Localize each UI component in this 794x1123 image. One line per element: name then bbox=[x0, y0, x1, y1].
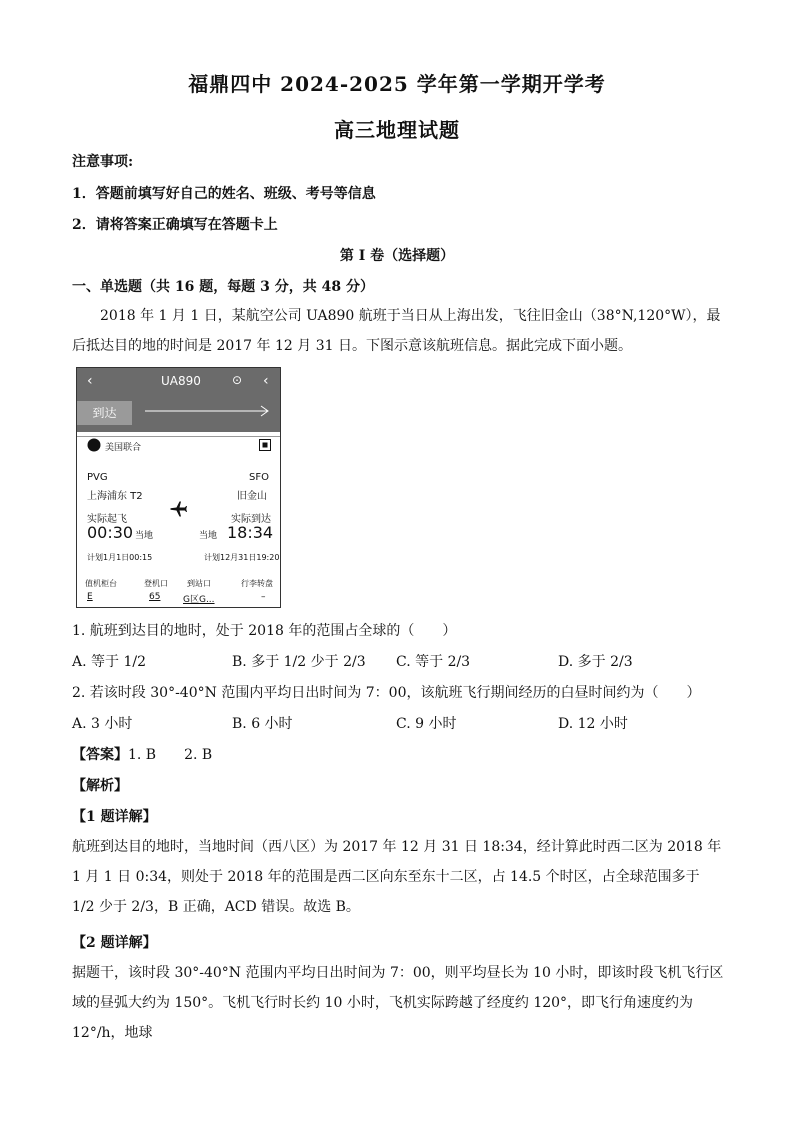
origin-name: 上海浦东 T2 bbox=[87, 491, 143, 502]
question-1: 1. 航班到达目的地时，处于 2018 年的范围占全球的（ ） bbox=[72, 623, 457, 639]
checkin-label: 值机柜台 bbox=[85, 579, 117, 588]
arrival-plan: 计划12月31日19:20 bbox=[204, 553, 280, 562]
destination-code: SFO bbox=[249, 472, 269, 483]
question-stem: 2018 年 1 月 1 日，某航空公司 UA890 航班于当日从上海出发，飞往旧金山（38°N,120°W），最后抵达目的地的时间是 2017 年 12 月 31 日。下图示意该航班信息。据此完成下面小题。 bbox=[72, 308, 721, 354]
airline-name: 美国联合 bbox=[105, 443, 142, 453]
detail-2-text: 据题干，该时段 30°-40°N 范围内平均日出时间为 7：00，则平均昼长为 10 小时，即该时段飞机飞行区域的昼弧大约为 150°。飞机飞行时长约 10 小时，飞机实际跨越了经度约 120°，即飞行角速度约为 12°/h，地球 bbox=[72, 965, 724, 1041]
notice-item-1: 1．答题前填写好自己的姓名、班级、考号等信息 bbox=[72, 186, 376, 202]
flight-info-figure bbox=[76, 367, 281, 608]
exam-title: 福鼎四中 2024-2025 学年第一学期开学考 bbox=[188, 72, 606, 96]
arrival-label: 实际到达 bbox=[231, 514, 271, 525]
origin-code: PVG bbox=[87, 472, 108, 483]
gate-value: 65 bbox=[149, 592, 161, 602]
notice-item-2: 2．请将答案正确填写在答题卡上 bbox=[72, 217, 278, 233]
q1-option-a: A. 等于 1/2 bbox=[72, 654, 146, 670]
notice-heading: 注意事项: bbox=[72, 154, 134, 170]
q1-option-b: B. 多于 1/2 少于 2/3 bbox=[232, 654, 366, 670]
flight-number: UA890 bbox=[161, 374, 201, 388]
detail-2-label: 【2 题详解】 bbox=[72, 935, 157, 951]
close-icon: ‹ bbox=[263, 373, 269, 389]
gate-label: 登机口 bbox=[144, 579, 168, 588]
departure-time: 00:30 bbox=[87, 523, 134, 542]
exit-value: G区G... bbox=[183, 595, 215, 605]
arrival-local: 当地 bbox=[199, 531, 218, 541]
q2-option-d: D. 12 小时 bbox=[558, 716, 628, 732]
route-arrow-icon bbox=[145, 404, 273, 418]
exam-subtitle: 高三地理试题 bbox=[334, 118, 460, 142]
q2-option-a: A. 3 小时 bbox=[72, 716, 133, 732]
detail-1-label: 【1 题详解】 bbox=[72, 809, 157, 825]
airline-logo-icon bbox=[87, 438, 101, 452]
part-title: 第 I 卷（选择题） bbox=[339, 248, 455, 264]
q2-option-c: C. 9 小时 bbox=[396, 716, 457, 732]
q1-option-c: C. 等于 2/3 bbox=[396, 654, 471, 670]
airplane-icon bbox=[169, 500, 187, 518]
detail-1-text: 航班到达目的地时，当地时间（西八区）为 2017 年 12 月 31 日 18:34，经计算此时西二区为 2018 年 1 月 1 日 0:34，则处于 2018 年的范围是西二区向东至东十二区，占 14.5 个时区，占全球范围多于 1/2 少于 2/3，B 正确，ACD 错误。故选 B。 bbox=[72, 839, 722, 915]
qr-icon bbox=[259, 439, 271, 451]
checkin-value: E bbox=[87, 592, 93, 602]
q2-option-b: B. 6 小时 bbox=[232, 716, 293, 732]
answer-line bbox=[72, 744, 212, 764]
analysis-label: 【解析】 bbox=[72, 778, 128, 794]
answer-label: 【答案】 bbox=[72, 747, 128, 763]
baggage-label: 行李转盘 bbox=[241, 579, 273, 588]
destination-name: 旧金山 bbox=[237, 491, 267, 502]
departure-label: 实际起飞 bbox=[87, 514, 127, 525]
arrival-time: 18:34 bbox=[227, 523, 274, 542]
answer-value: 1. B 2. B bbox=[128, 747, 213, 763]
question-2: 2. 若该时段 30°-40°N 范围内平均日出时间为 7：00，该航班飞行期间经历的白昼时间约为（ ） bbox=[72, 685, 701, 701]
section-title: 一、单选题（共 16 题，每题 3 分，共 48 分） bbox=[72, 279, 374, 295]
q1-option-d: D. 多于 2/3 bbox=[558, 654, 633, 670]
menu-icon: ⊙ bbox=[232, 373, 243, 387]
back-icon: ‹ bbox=[87, 373, 93, 389]
phone-divider bbox=[77, 436, 280, 437]
exit-label: 到站口 bbox=[187, 579, 211, 588]
departure-local: 当地 bbox=[135, 531, 154, 541]
departure-plan: 计划1月1日00:15 bbox=[87, 553, 153, 562]
baggage-value: – bbox=[261, 592, 266, 602]
tab-arrive: 到达 bbox=[77, 401, 132, 425]
